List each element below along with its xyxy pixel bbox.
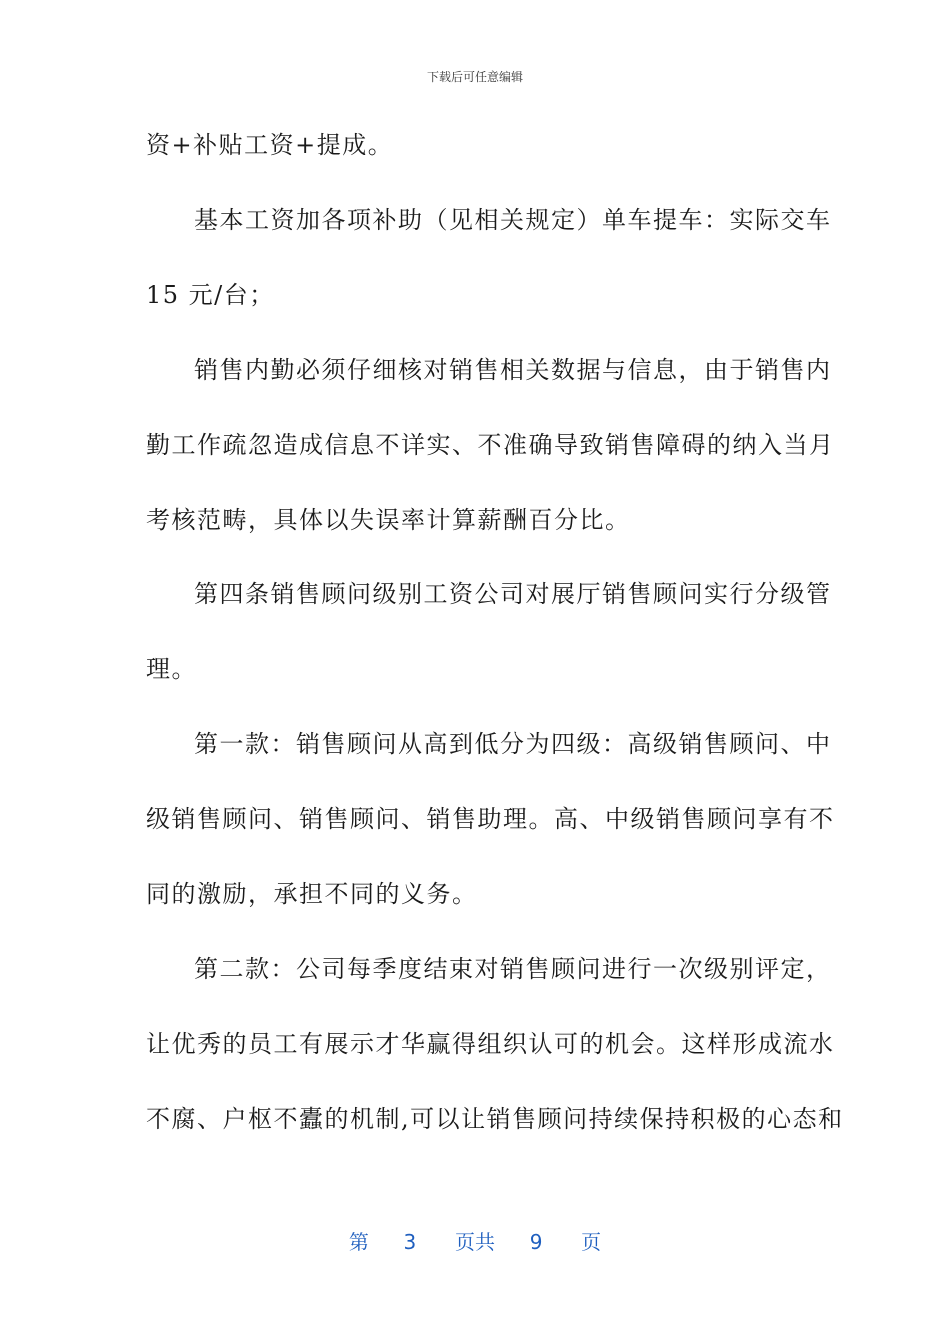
text-line: 考核范畴，具体以失误率计算薪酬百分比。 [146,506,631,534]
footer-middle: 页共 [455,1230,495,1254]
current-page-number: 3 [403,1230,417,1254]
header-note: 下载后可任意编辑 [426,70,523,84]
page-footer [0,1226,950,1255]
text-line: 同的激励，承担不同的义务。 [146,880,478,908]
text-line: 第二款：公司每季度结束对销售顾问进行一次级别评定， [194,955,832,983]
text-line: 第一款：销售顾问从高到低分为四级：高级销售顾问、中 [194,730,832,758]
text-line: 勤工作疏忽造成信息不详实、不准确导致销售障碍的纳入当月 [146,431,835,459]
footer-suffix: 页 [581,1230,602,1254]
text-line: 理。 [146,655,197,683]
text-line: 不腐、户枢不蠹的机制,可以让销售顾问持续保持积极的心态和 [146,1105,844,1133]
text-line: 让优秀的员工有展示才华赢得组织认可的机会。这样形成流水 [146,1030,835,1058]
total-pages-number: 9 [529,1230,543,1254]
text-line: 15 元/台； [146,281,275,309]
footer-prefix: 第 [348,1230,369,1254]
text-line: 资+补贴工资+提成。 [146,131,394,159]
text-line: 第四条销售顾问级别工资公司对展厅销售顾问实行分级管 [194,580,832,608]
text-line: 基本工资加各项补助（见相关规定）单车提车：实际交车 [194,206,832,234]
text-line: 级销售顾问、销售顾问、销售助理。高、中级销售顾问享有不 [146,805,835,833]
text-line: 销售内勤必须仔细核对销售相关数据与信息，由于销售内 [194,356,832,384]
